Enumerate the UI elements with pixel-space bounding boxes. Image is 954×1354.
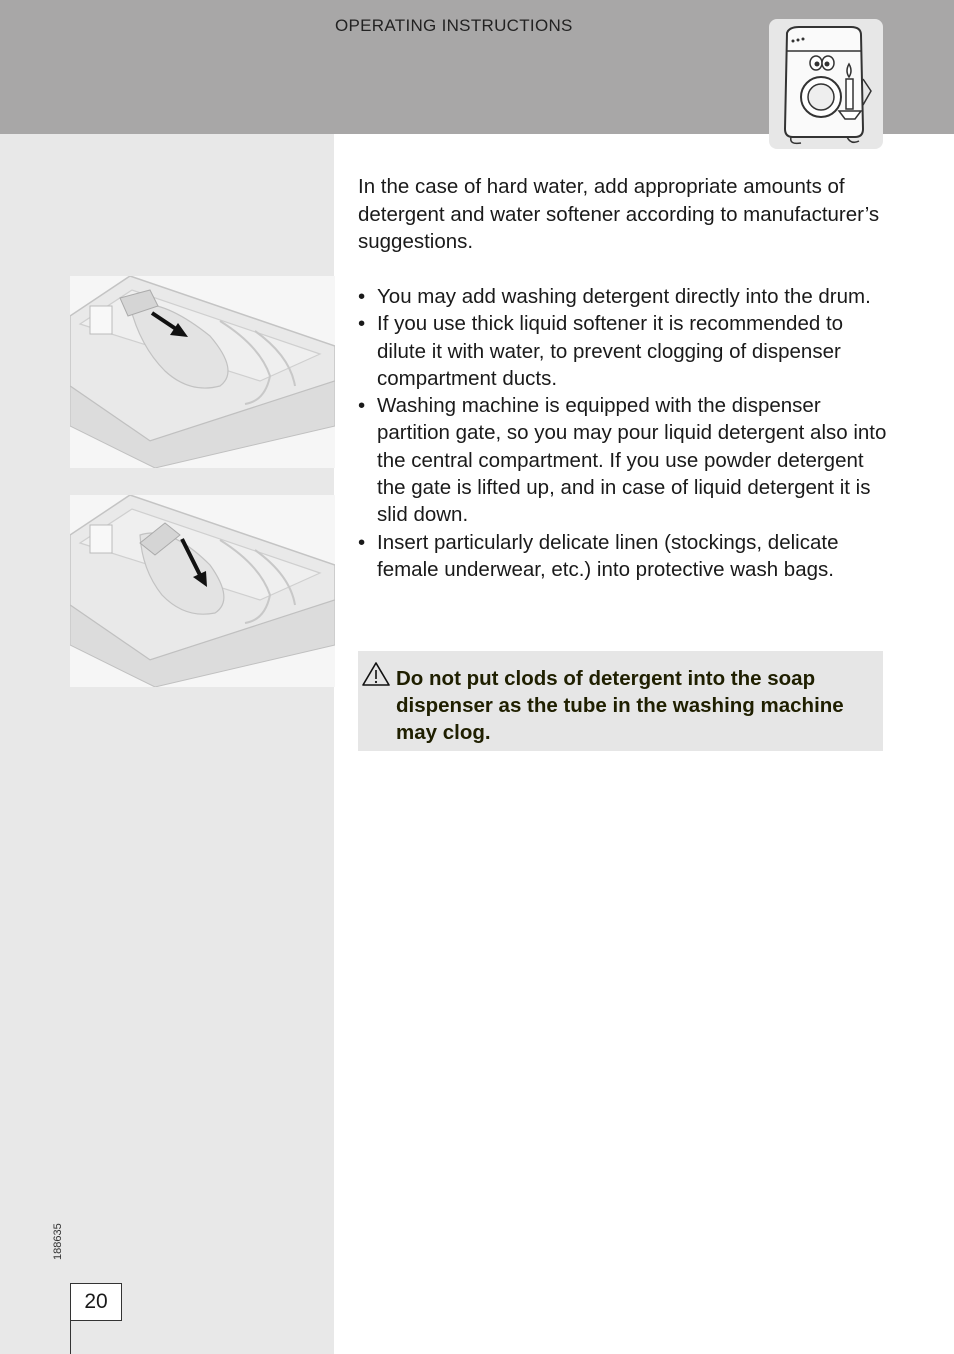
bullet-icon: • (358, 394, 366, 418)
dispenser-drawer-image-gate-up (70, 276, 335, 468)
bullet-icon: • (358, 530, 366, 554)
warning-text: Do not put clods of detergent into the soap dispenser as the tube in the washing machine may clog. (396, 667, 844, 744)
list-item (358, 283, 888, 310)
dispenser-drawer-image-gate-down (70, 495, 335, 687)
section-title: OPERATING INSTRUCTIONS (335, 16, 573, 35)
list-item (358, 529, 888, 584)
list-item-text: You may add washing detergent directly into the drum. (377, 285, 871, 308)
instruction-list (358, 283, 888, 583)
page-number-rule (70, 1320, 71, 1354)
document-code-text: 188635 (52, 1223, 64, 1260)
bullet-icon: • (358, 285, 366, 308)
page-number-box (70, 1283, 122, 1321)
document-code (50, 1222, 70, 1262)
bullet-icon: • (358, 312, 366, 336)
intro-paragraph: In the case of hard water, add appropriate amounts of detergent and water softener according to manufacturer’s suggestions. (358, 175, 880, 253)
page-header (0, 0, 954, 134)
list-item (358, 392, 888, 528)
list-item-text: Insert particularly delicate linen (stockings, delicate female underwear, etc.) into protective wash bags. (377, 530, 839, 581)
list-item-text: If you use thick liquid softener it is recommended to dilute it with water, to prevent clogging of dispenser compartment ducts. (377, 312, 844, 390)
warning-triangle-icon (361, 661, 391, 687)
washing-machine-mascot-icon (769, 19, 883, 149)
list-item-text: Washing machine is equipped with the dispenser partition gate, so you may pour liquid detergent also into the central compartment. If you use powder detergent the gate is lifted up, and in case of liquid detergent it is slid down. (377, 394, 887, 527)
list-item (358, 310, 888, 392)
warning-box (358, 651, 883, 751)
page-number: 20 (84, 1290, 108, 1313)
